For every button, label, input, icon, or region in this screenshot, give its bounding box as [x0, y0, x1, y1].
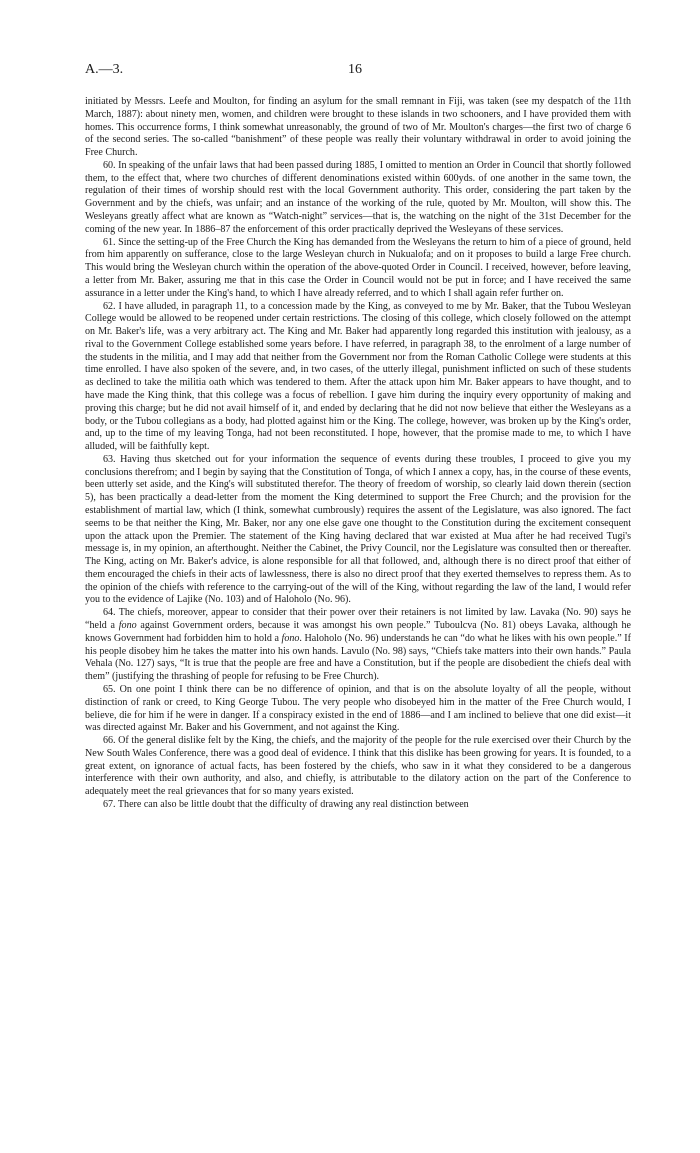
paragraph-66: 66. Of the general dislike felt by the King, the chiefs, and the majority of the people for the rule exercised over their Church by the New South Wales Conference, there was a good deal of evidence. I think that this dislike has been growing for years. It is founded, to a great extent, on ignorance of actual facts, has been fostered by the chiefs, who saw in it what they considered to be a dangerous interference with their own authority, and also, and chiefly, is attributable to the dilatory action on the part of the Conference to adequately meet the real grievances that for so many years existed. [85, 735, 631, 798]
page-number: 16 [348, 62, 362, 77]
page-header [85, 62, 625, 84]
paragraph-63: 63. Having thus sketched out for your information the sequence of events during these troubles, I proceed to give you my conclusions therefrom; and I begin by saying that the Constitution of Tonga, of which I annex a copy, has, in the course of these events, been utterly set aside, and the King's will substituted therefor. The theory of freedom of worship, so clearly laid down therein (section 5), has been practically a dead-letter from the moment the King determined to support the Free Church; and the provision for the establishment of martial law, which (I think, somewhat cumbrously) requires the assent of the Legislature, was also ignored. The fact seems to be that neither the King, Mr. Baker, nor any one else gave one thought to the Constitution during the excitement consequent upon the attack upon the Premier. The statement of the King having declared that war existed at Mua after he had received Tugi's message is, in my opinion, an afterthought. Neither the Cabinet, the Privy Council, nor the Legislature was consulted then or thereafter. The King, acting on Mr. Baker's advice, is alone responsible for all that followed, and, although there is no direct proof that either of them encouraged the chiefs in their acts of lawlessness, there is also no direct proof that they exerted themselves to repress them. As to the opinion of the chiefs with reference to the carrying-out of the will of the King, without regarding the law of the land, I would refer you to the evidence of Lajike (No. 103) and of Haloholo (No. 96). [85, 453, 632, 606]
paragraph-60: 60. In speaking of the unfair laws that had been passed during 1885, I omitted to mention an Order in Council that shortly followed them, to the effect that, where two churches of different denominations existed within 600yds. of one another in the same town, the regulation of their times of worship should rest with the local Government authority. This order, considering the part taken by the Government and by the chiefs, was unfair; and an instance of the working of the rule, quoted by Mr. Moulton, will show this. The Wesleyans greatly affect what are known as “Watch-night” services—that is, the watching on the night of the 31st December for the coming of the new year. In 1886–87 the enforcement of this order practically deprived the Wesleyans of these services. [85, 159, 631, 235]
paragraph-number: 63. [103, 453, 116, 465]
paragraph-62: 62. I have alluded, in paragraph 11, to a concession made by the King, as conveyed to me by Mr. Baker, that the Tubou Wesleyan College would be allowed to be reopened under certain restrictions. The closing of this college, which closely followed on the attempt on Mr. Baker's life, was a very arbitrary act. The King and Mr. Baker had apparently long regarded this institution with jealousy, as a rival to the Government College established some years before. I have referred, in paragraph 38, to the enrolment of a large number of the students in the militia, and I may add that neither from the Government nor from the Roman Catholic College were students at this time enrolled. I have also spoken of the severe, and, in two cases, of the utterly illegal, punishment inflicted on such of these students as declined to take the militia oath which was tendered to them. After the attack upon him Mr. Baker appears to have thought, and to have made the King think, that this college was a focus of rebellion. I gave him during the inquiry every opportunity of making and proving this charge; but he did not avail himself of it, and ended by declaring that he did not now believe that either the Wesleyans as a body, or the Tubou collegians as a body, had plotted against him or the King. The college, however, was broken up by the King's order, and, up to the time of my leaving Tonga, had not been reconstituted. I hope, however, that the promise made to me, to which I have alluded, will be faithfully kept. [85, 300, 631, 453]
paragraph-64: 64. The chiefs, moreover, appear to consider that their power over their retainers is not limited by law. Lavaka (No. 90) says he “held a fono against Government orders, because it was amongst his own people.” Tuboulcva (No. 81) obeys Lavaka, although he knows Government had forbidden him to hold a fono. Haloholo (No. 96) understands he can “do what he likes with his own people.” If his people disobey him he takes the matter into his own hands. Lavulo (No. 98) says, “Chiefs take matters into their own hands.” Paula Vehala (No. 127) says, “It is true that the people are free and have a Constitution, but if the people are disobedient the chiefs deal with them” (justifying the thrashing of people for refusing to be Free Church). [85, 607, 631, 683]
paragraph-67: 67. There can also be little doubt that the difficulty of drawing any real distinction between [103, 798, 469, 810]
paragraph-number: 65. [103, 683, 116, 695]
paragraph-number: 61. [103, 236, 116, 248]
paragraph-number: 60. [103, 159, 116, 171]
paragraph-61: 61. Since the setting-up of the Free Church the King has demanded from the Wesleyans the return to him of a piece of ground, held from him apparently on sufferance, close to the large Wesleyan church in Nukualofa; and on it proposes to build a large Free church. This would bring the Wesleyan church within the operation of the above-quoted Order in Council. I received, however, before leaving, a letter from Mr. Baker, assuring me that in this case the Order in Council would not be put in force; and I have received the same assurance in a letter under the King's hand, to which I have already referred, and to which I shall again refer further on. [85, 236, 632, 299]
paragraph-number: 64. [103, 607, 116, 619]
paragraph-number: 62. [103, 300, 116, 312]
body-text [85, 96, 631, 812]
paragraph-number: 67. [103, 798, 116, 810]
paragraph-65: 65. On one point I think there can be no difference of opinion, and that is on the absolute loyalty of all the people, without distinction of rank or creed, to King George Tubou. The very people who disobeyed him in the matter of the Free Church would, I believe, die for him if he were in danger. If a conspiracy existed in the end of 1886—and I am inclined to believe that one did exist—it was directed against Mr. Baker and his Government, and not against the King. [85, 683, 631, 734]
document-reference: A.—3. [85, 62, 124, 77]
paragraph-number: 66. [103, 735, 116, 747]
paragraph-continuation: initiated by Messrs. Leefe and Moulton, for finding an asylum for the small remnant in Fiji, was taken (see my despatch of the 11th March, 1887): about ninety men, women, and children were brought to these islands in two schooners, and I have provided them with homes. This occurrence forms, I think somewhat unreasonably, the ground of two of Mr. Moulton's charges—the first two of charge 6 of the second series. The so-called “banishment” of these people was really their voluntary withdrawal in order to avoid joining the Free Church. [85, 96, 631, 159]
